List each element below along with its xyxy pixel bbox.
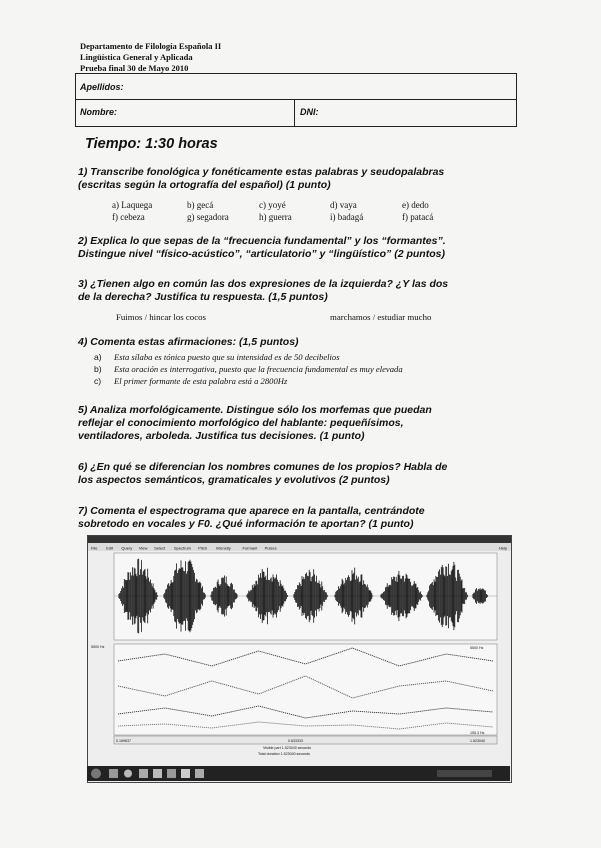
- browser-icon[interactable]: [124, 770, 132, 778]
- statement-key: c): [94, 376, 102, 386]
- word-option: e) dedo: [402, 200, 429, 210]
- menu-item[interactable]: Formant: [242, 545, 258, 551]
- divider: [294, 100, 295, 126]
- explorer-icon[interactable]: [109, 769, 118, 778]
- menu-item[interactable]: File: [91, 545, 98, 551]
- system-tray: [437, 770, 492, 777]
- student-info-box: [75, 73, 517, 127]
- spectrogram-screenshot: [87, 535, 512, 783]
- statement-text: El primer formante de esta palabra está a 2800Hz: [114, 376, 288, 386]
- apellidos-row[interactable]: [76, 74, 516, 100]
- folder-icon[interactable]: [195, 769, 204, 778]
- spectrogram-panel: [114, 644, 497, 735]
- question-3-left-expressions: Fuimos / hincar los cocos: [116, 312, 206, 322]
- app-icon[interactable]: [167, 769, 176, 778]
- word-option: a) Laquega: [112, 200, 153, 210]
- menu-item[interactable]: Query: [121, 545, 133, 551]
- window-titlebar: [88, 536, 511, 543]
- help-menu[interactable]: Help: [499, 545, 508, 551]
- visible-part-label: Visible part 1.523040 seconds: [263, 746, 312, 750]
- question-5-line-2: reflejar el conocimiento morfológico del hablante: pequeñísimos,: [78, 417, 404, 429]
- question-3-line-1: 3) ¿Tienen algo en común las dos expresiones de la izquierda? ¿Y las dos: [78, 278, 449, 290]
- question-4: [78, 336, 518, 349]
- question-3-line-2: de la derecha? Justifica tu respuesta. (1,5 puntos): [78, 291, 328, 303]
- question-6-line-1: 6) ¿En qué se diferencian los nombres comunes de los propios? Habla de: [78, 461, 448, 473]
- statement-item: [94, 364, 403, 376]
- word-option: g) segadora: [187, 212, 229, 222]
- question-7: [78, 505, 518, 531]
- word-option: d) vaya: [330, 200, 357, 210]
- menu-item[interactable]: Pitch: [198, 545, 208, 551]
- freq-top-label: 5500 Hz: [91, 645, 105, 649]
- question-3: [78, 278, 518, 304]
- question-4-title: 4) Comenta estas afirmaciones: (1,5 puntos): [78, 336, 299, 348]
- media-icon[interactable]: [139, 769, 148, 778]
- word-option: b) gecá: [187, 200, 214, 210]
- word-option: i) badagá: [330, 212, 364, 222]
- menu-item[interactable]: Select: [154, 545, 166, 551]
- question-2: [78, 235, 518, 261]
- menu-item[interactable]: View: [138, 545, 148, 551]
- dni-label: DNI:: [300, 107, 319, 117]
- praat-icon[interactable]: [181, 769, 190, 778]
- question-3-right-expressions: marchamos / estudiar mucho: [330, 312, 432, 322]
- taskbar-icons: [87, 766, 510, 781]
- spectrogram-figure: [88, 536, 511, 782]
- statement-key: a): [94, 352, 102, 362]
- question-5: [78, 404, 518, 443]
- statement-text: Esta sílaba es tónica puesto que su intensidad es de 50 decibelios: [114, 352, 340, 362]
- question-1-line-2: (escritas según la ortografía del español) (1 punto): [78, 179, 331, 191]
- exam-date: Prueba final 30 de Mayo 2010: [80, 63, 189, 73]
- question-2-line-2: Distingue nivel “físico-acústico”, “articulatorio” y “lingüístico” (2 puntos): [78, 248, 445, 260]
- menu-item[interactable]: Intensity: [215, 545, 231, 551]
- department-name: Departamento de Filología Española II: [80, 41, 222, 51]
- menu-item[interactable]: Edit: [106, 545, 114, 551]
- question-7-line-2: sobretodo en vocales y F0. ¿Qué información te aportan? (1 punto): [78, 518, 414, 530]
- question-1: [78, 166, 518, 192]
- nombre-label: Nombre:: [80, 107, 118, 117]
- total-duration-label: Total duration 1.523040 seconds: [258, 752, 310, 756]
- question-6: [78, 461, 518, 487]
- word-option: f) patacá: [402, 212, 434, 222]
- question-7-line-1: 7) Comenta el espectrograma que aparece en la pantalla, centrándote: [78, 505, 425, 517]
- question-4-statements: [94, 352, 403, 388]
- menu-bar: [88, 543, 511, 551]
- question-6-line-2: los aspectos semánticos, gramaticales y evolutivos (2 puntos): [78, 474, 390, 486]
- menu-item[interactable]: Spectrum: [173, 545, 192, 551]
- statement-item: [94, 376, 403, 388]
- pitch-right-label: 155.3 Hz: [470, 731, 485, 735]
- word-option: f) cebeza: [112, 212, 145, 222]
- question-2-line-1: 2) Explica lo que sepas de la “frecuencia fundamental” y los “formantes”.: [78, 235, 446, 247]
- apellidos-label: Apellidos:: [80, 82, 124, 92]
- area-name: Lingüística General y Aplicada: [80, 52, 193, 62]
- word-icon[interactable]: [153, 769, 162, 778]
- statement-item: [94, 352, 403, 364]
- start-icon[interactable]: [91, 769, 101, 779]
- menu-item[interactable]: Pulses: [264, 545, 277, 551]
- department-header: [80, 41, 221, 74]
- windows-taskbar: [87, 766, 510, 781]
- time-limit: Tiempo: 1:30 horas: [85, 136, 218, 152]
- question-5-line-1: 5) Analiza morfológicamente. Distingue sólo los morfemas que puedan: [78, 404, 432, 416]
- time-mid-label: 0.633333: [288, 739, 303, 743]
- question-1-line-1: 1) Transcribe fonológica y fonéticamente estas palabras y seudopalabras: [78, 166, 445, 178]
- word-option: h) guerra: [259, 212, 292, 222]
- statement-key: b): [94, 364, 102, 374]
- freq-right-label: 5500 Hz: [470, 646, 484, 650]
- question-5-line-3: ventiladores, arboleda. Justifica tus decisiones. (1 punto): [78, 430, 365, 442]
- time-ruler: [114, 736, 497, 744]
- time-start-label: 0.169637: [116, 739, 131, 743]
- question-1-words: [112, 200, 512, 226]
- word-option: c) yoyé: [259, 200, 286, 210]
- statement-text: Esta oración es interrogativa, puesto que la frecuencia fundamental es muy elevada: [114, 364, 403, 374]
- time-end-label: 1.523040: [470, 739, 485, 743]
